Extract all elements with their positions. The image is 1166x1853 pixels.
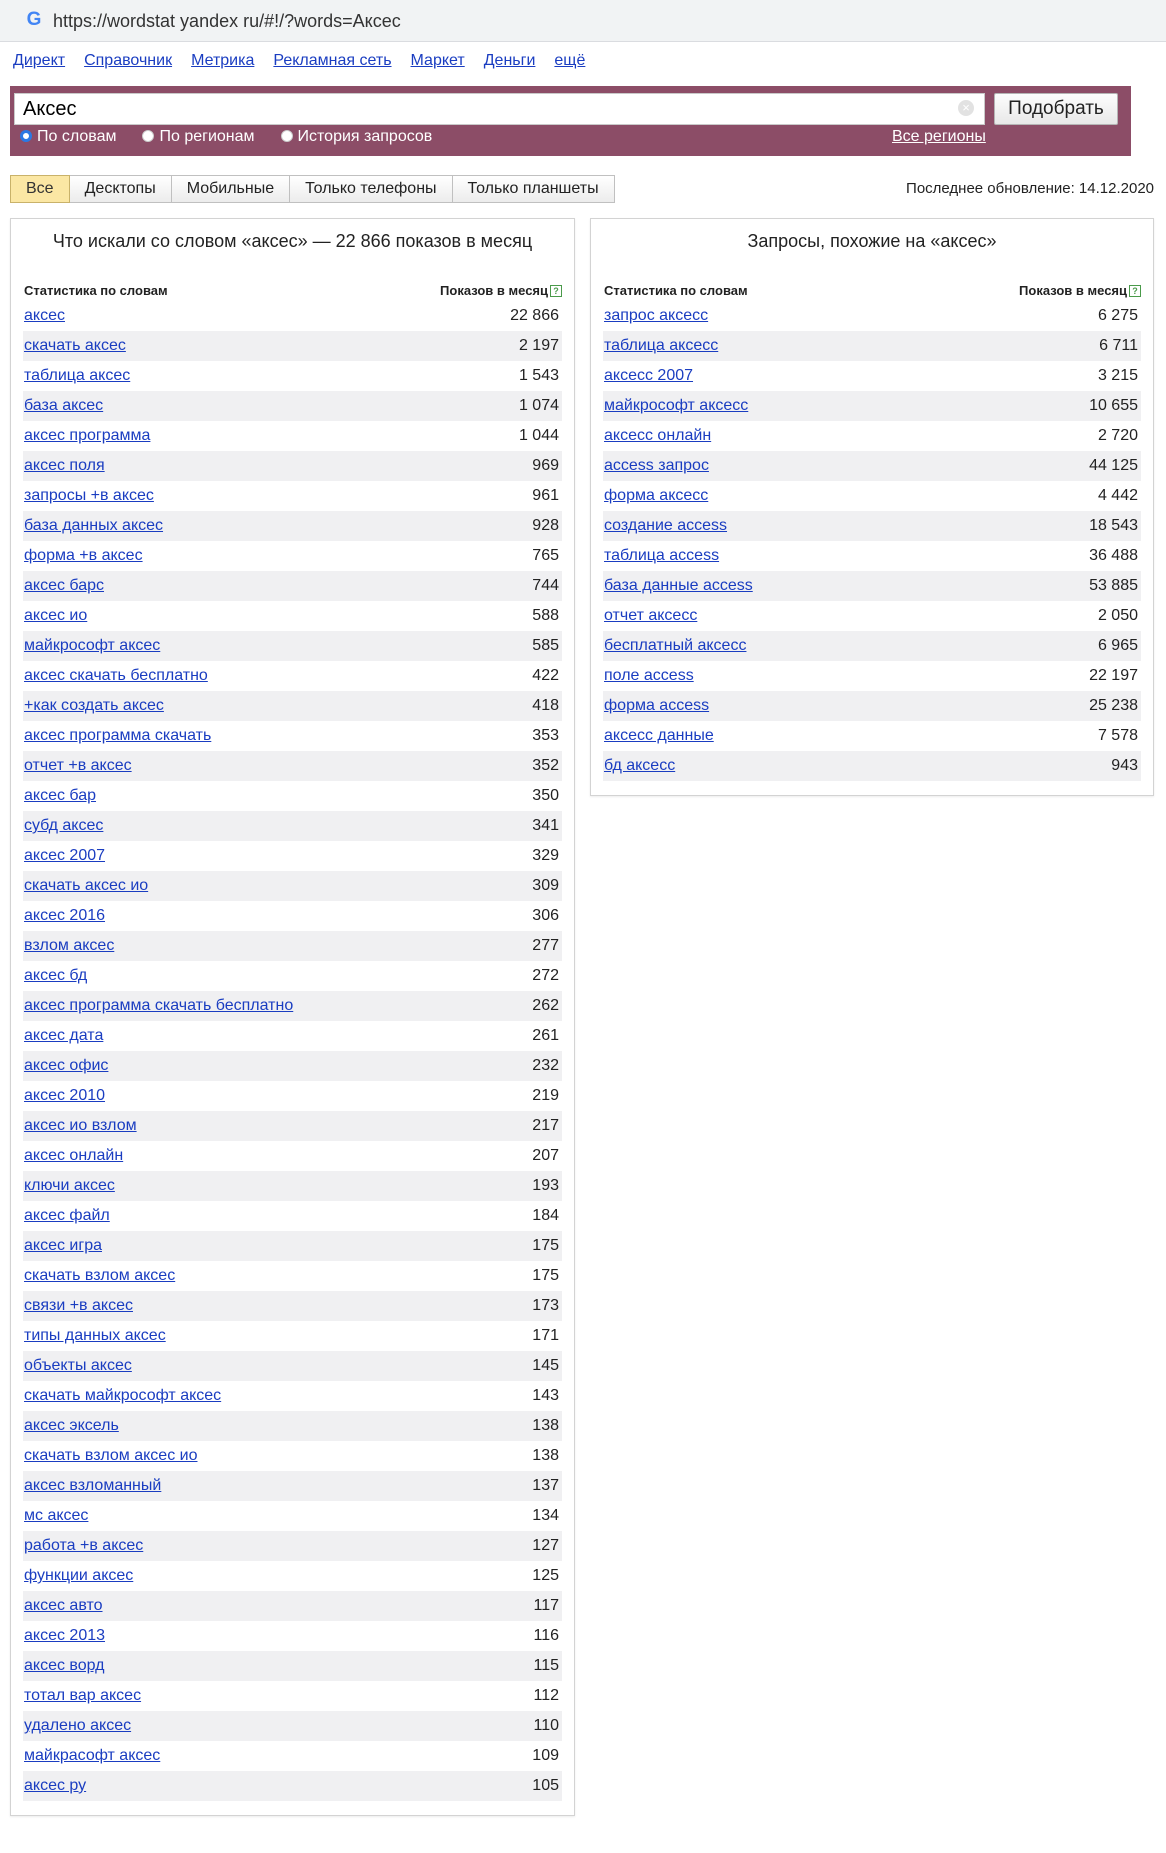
impressions-count: 36 488 — [1089, 547, 1138, 564]
table-row — [23, 1411, 562, 1441]
query-link[interactable]: аксес программа — [24, 427, 151, 444]
impressions-count: 232 — [532, 1057, 559, 1074]
table-row — [23, 601, 562, 631]
query-link[interactable]: запрос аксесс — [604, 307, 709, 324]
query-link[interactable]: скачать взлом аксес ио — [24, 1447, 198, 1464]
table-row — [23, 1471, 562, 1501]
table-row — [603, 301, 1141, 331]
impressions-count: 928 — [532, 517, 559, 534]
table-row — [23, 871, 562, 901]
table-row — [23, 781, 562, 811]
impressions-count: 969 — [532, 457, 559, 474]
query-link[interactable]: скачать взлом аксес — [24, 1267, 176, 1284]
table-row — [603, 511, 1141, 541]
query-link[interactable]: объекты аксес — [24, 1357, 132, 1374]
query-link[interactable]: отчет аксесс — [604, 607, 698, 624]
help-icon[interactable]: ? — [550, 285, 562, 297]
query-link[interactable]: аксесс онлайн — [604, 427, 712, 444]
col-count: Показов в месяц — [1019, 283, 1127, 298]
impressions-count: 7 578 — [1097, 727, 1138, 744]
device-tab[interactable]: Только телефоны — [290, 175, 452, 203]
query-link[interactable]: работа +в аксес — [24, 1537, 144, 1554]
search-mode-radio[interactable] — [20, 128, 116, 146]
impressions-count: 125 — [532, 1567, 559, 1584]
impressions-count: 175 — [532, 1267, 559, 1284]
query-link[interactable]: аксес скачать бесплатно — [24, 667, 208, 684]
query-link[interactable]: аксесс 2007 — [604, 367, 694, 384]
impressions-count: 261 — [532, 1027, 559, 1044]
query-link[interactable]: аксес игра — [24, 1237, 102, 1254]
impressions-count: 272 — [532, 967, 559, 984]
help-icon[interactable]: ? — [1129, 285, 1141, 297]
table-row — [23, 931, 562, 961]
impressions-count: 309 — [532, 877, 559, 894]
device-tab[interactable]: Все — [10, 175, 70, 203]
impressions-count: 184 — [532, 1207, 559, 1224]
query-link[interactable]: субд аксес — [24, 817, 104, 834]
impressions-count: 588 — [532, 607, 559, 624]
impressions-count: 127 — [532, 1537, 559, 1554]
query-link[interactable]: скачать майкрософт аксес — [24, 1387, 222, 1404]
table-row — [23, 1561, 562, 1591]
similar-table-header — [591, 281, 1153, 301]
impressions-count: 193 — [532, 1177, 559, 1194]
table-row — [23, 511, 562, 541]
table-row — [23, 1381, 562, 1411]
query-link[interactable]: запросы +в аксес — [24, 487, 154, 504]
table-row — [603, 391, 1141, 421]
query-link[interactable]: форма аксесс — [604, 487, 709, 504]
query-link[interactable]: аксес офис — [24, 1057, 109, 1074]
words-table — [23, 301, 562, 1801]
impressions-count: 10 655 — [1089, 397, 1138, 414]
impressions-count: 1 074 — [518, 397, 559, 414]
impressions-count: 25 238 — [1089, 697, 1138, 714]
query-link[interactable]: access запрос — [604, 457, 709, 474]
table-row — [23, 1741, 562, 1771]
words-panel-title: Что искали со словом «аксес» — 22 866 показов в месяц — [52, 231, 533, 251]
device-tab[interactable]: Мобильные — [172, 175, 290, 203]
all-regions-link[interactable]: Все регионы — [892, 128, 986, 145]
radio-label: По словам — [37, 128, 117, 145]
impressions-count: 350 — [532, 787, 559, 804]
table-row — [23, 391, 562, 421]
nav-link[interactable]: Деньги — [483, 52, 536, 69]
impressions-count: 6 965 — [1097, 637, 1138, 654]
query-link[interactable]: взлом аксес — [24, 937, 115, 954]
impressions-count: 765 — [532, 547, 559, 564]
query-link[interactable]: майкрасофт аксес — [24, 1747, 161, 1764]
table-row — [23, 901, 562, 931]
table-row — [23, 1231, 562, 1261]
search-panel — [0, 0, 1166, 170]
impressions-count: 329 — [532, 847, 559, 864]
impressions-count: 112 — [533, 1687, 559, 1704]
query-link[interactable]: аксес бар — [24, 787, 97, 804]
table-row — [23, 451, 562, 481]
query-link[interactable]: аксес программа скачать — [24, 727, 212, 744]
query-link[interactable]: аксес взломанный — [24, 1477, 162, 1494]
query-link[interactable]: майкрософт аксес — [24, 637, 161, 654]
table-row — [23, 721, 562, 751]
query-link[interactable]: аксес онлайн — [24, 1147, 124, 1164]
impressions-count: 943 — [1111, 757, 1138, 774]
table-row — [603, 481, 1141, 511]
impressions-count: 145 — [532, 1357, 559, 1374]
table-row — [23, 1201, 562, 1231]
query-link[interactable]: таблица access — [604, 547, 720, 564]
table-row — [23, 421, 562, 451]
table-row — [23, 301, 562, 331]
table-row — [23, 331, 562, 361]
impressions-count: 277 — [532, 937, 559, 954]
query-link[interactable]: аксес эксель — [24, 1417, 119, 1434]
query-link[interactable]: удалено аксес — [24, 1717, 132, 1734]
impressions-count: 418 — [532, 697, 559, 714]
clear-icon[interactable]: × — [958, 100, 974, 116]
query-link[interactable]: связи +в аксес — [24, 1297, 133, 1314]
table-row — [23, 1711, 562, 1741]
impressions-count: 115 — [533, 1657, 559, 1674]
impressions-count: 22 866 — [510, 307, 559, 324]
impressions-count: 117 — [533, 1597, 559, 1614]
impressions-count: 6 275 — [1097, 307, 1138, 324]
table-row — [603, 631, 1141, 661]
nav-link[interactable]: Маркет — [410, 52, 465, 69]
impressions-count: 44 125 — [1089, 457, 1138, 474]
impressions-count: 2 197 — [518, 337, 559, 354]
query-link[interactable]: форма +в аксес — [24, 547, 143, 564]
table-row — [23, 1111, 562, 1141]
table-row — [23, 571, 562, 601]
impressions-count: 18 543 — [1089, 517, 1138, 534]
table-row — [603, 751, 1141, 781]
query-link[interactable]: аксес 2010 — [24, 1087, 106, 1104]
table-row — [23, 1351, 562, 1381]
impressions-count: 422 — [532, 667, 559, 684]
table-row — [23, 1021, 562, 1051]
similar-panel-title: Запросы, похожие на «аксес» — [747, 231, 997, 251]
query-link[interactable]: база данных аксес — [24, 517, 164, 534]
impressions-count: 53 885 — [1089, 577, 1138, 594]
table-row — [23, 1531, 562, 1561]
table-row — [603, 601, 1141, 631]
radio-dot-icon[interactable] — [142, 130, 154, 142]
query-link[interactable]: аксес программа скачать бесплатно — [24, 997, 294, 1014]
impressions-count: 219 — [532, 1087, 559, 1104]
query-link[interactable]: майкрософт аксесс — [604, 397, 749, 414]
table-row — [23, 1141, 562, 1171]
table-row — [23, 1771, 562, 1801]
query-link[interactable]: скачать аксес — [24, 337, 126, 354]
query-link[interactable]: аксес бд — [24, 967, 88, 984]
table-row — [603, 361, 1141, 391]
nav-link[interactable]: Директ — [13, 52, 66, 69]
table-row — [23, 661, 562, 691]
query-link[interactable]: аксес файл — [24, 1207, 110, 1224]
table-row — [603, 691, 1141, 721]
last-updated: Последнее обновление: 14.12.2020 — [906, 180, 1154, 197]
table-row — [603, 541, 1141, 571]
table-row — [23, 541, 562, 571]
table-row — [23, 361, 562, 391]
impressions-count: 173 — [532, 1297, 559, 1314]
impressions-count: 171 — [532, 1327, 559, 1344]
similar-table — [603, 301, 1141, 781]
query-link[interactable]: бесплатный аксесс — [604, 637, 747, 654]
query-link[interactable]: аксес ио — [24, 607, 88, 624]
radio-label: История запросов — [297, 128, 433, 145]
table-row — [603, 721, 1141, 751]
google-icon: G — [26, 9, 42, 30]
query-link[interactable]: отчет +в аксес — [24, 757, 132, 774]
query-link[interactable]: аксес 2013 — [24, 1627, 106, 1644]
nav-link[interactable]: Рекламная сеть — [273, 52, 392, 69]
search-mode-radio[interactable] — [142, 128, 254, 146]
query-link[interactable]: база данные access — [604, 577, 753, 594]
table-row — [603, 331, 1141, 361]
table-row — [23, 691, 562, 721]
impressions-count: 134 — [532, 1507, 559, 1524]
query-link[interactable]: аксес 2016 — [24, 907, 106, 924]
table-row — [23, 1261, 562, 1291]
col-words: Статистика по словам — [24, 283, 168, 298]
table-row — [603, 571, 1141, 601]
table-row — [23, 1651, 562, 1681]
query-link[interactable]: аксес дата — [24, 1027, 104, 1044]
impressions-count: 105 — [532, 1777, 559, 1794]
query-link[interactable]: аксес поля — [24, 457, 105, 474]
query-link[interactable]: таблица аксес — [24, 367, 131, 384]
impressions-count: 3 215 — [1097, 367, 1138, 384]
impressions-count: 2 050 — [1097, 607, 1138, 624]
query-link[interactable]: аксес авто — [24, 1597, 103, 1614]
impressions-count: 137 — [532, 1477, 559, 1494]
impressions-count: 175 — [532, 1237, 559, 1254]
query-link[interactable]: аксес — [24, 307, 65, 324]
table-row — [23, 961, 562, 991]
query-link[interactable]: аксес ио взлом — [24, 1117, 137, 1134]
query-link[interactable]: аксесс данные — [604, 727, 714, 744]
impressions-count: 341 — [532, 817, 559, 834]
similar-panel — [590, 218, 1154, 796]
table-row — [23, 1321, 562, 1351]
query-link[interactable]: скачать аксес ио — [24, 877, 149, 894]
query-link[interactable]: аксес ворд — [24, 1657, 105, 1674]
impressions-count: 353 — [532, 727, 559, 744]
search-mode-radios — [20, 128, 458, 146]
impressions-count: 110 — [533, 1717, 559, 1734]
pick-button[interactable]: Подобрать — [994, 93, 1118, 125]
impressions-count: 138 — [532, 1417, 559, 1434]
query-link[interactable]: мс аксес — [24, 1507, 89, 1524]
impressions-count: 207 — [532, 1147, 559, 1164]
table-row — [23, 1681, 562, 1711]
impressions-count: 961 — [532, 487, 559, 504]
table-row — [23, 1441, 562, 1471]
query-link[interactable]: создание access — [604, 517, 728, 534]
impressions-count: 109 — [532, 1747, 559, 1764]
impressions-count: 262 — [532, 997, 559, 1014]
query-link[interactable]: тотал вар аксес — [24, 1687, 142, 1704]
table-row — [23, 1621, 562, 1651]
query-link[interactable]: +как создать аксес — [24, 697, 164, 714]
table-row — [23, 481, 562, 511]
query-link[interactable]: аксес ру — [24, 1777, 87, 1794]
impressions-count: 22 197 — [1089, 667, 1138, 684]
device-tab[interactable]: Только планшеты — [453, 175, 615, 203]
table-row — [23, 1291, 562, 1321]
radio-label: По регионам — [159, 128, 255, 145]
impressions-count: 4 442 — [1097, 487, 1138, 504]
table-row — [23, 1591, 562, 1621]
impressions-count: 1 543 — [518, 367, 559, 384]
radio-dot-icon[interactable] — [20, 130, 32, 142]
search-mode-radio[interactable] — [281, 128, 433, 146]
query-link[interactable]: типы данных аксес — [24, 1327, 166, 1344]
query-link[interactable]: аксес 2007 — [24, 847, 106, 864]
search-input[interactable] — [14, 93, 985, 125]
table-row — [23, 811, 562, 841]
query-link[interactable]: поле access — [604, 667, 694, 684]
impressions-count: 352 — [532, 757, 559, 774]
query-link[interactable]: форма access — [604, 697, 710, 714]
col-count: Показов в месяц — [440, 283, 548, 298]
impressions-count: 1 044 — [518, 427, 559, 444]
impressions-count: 306 — [532, 907, 559, 924]
table-row — [23, 1051, 562, 1081]
nav-link[interactable]: Метрика — [191, 52, 255, 69]
table-row — [603, 421, 1141, 451]
query-link[interactable]: ключи аксес — [24, 1177, 115, 1194]
nav-link[interactable]: ещё — [554, 52, 586, 69]
query-link[interactable]: база аксес — [24, 397, 104, 414]
impressions-count: 143 — [532, 1387, 559, 1404]
query-link[interactable]: функции аксес — [24, 1567, 134, 1584]
words-table-header — [11, 281, 574, 301]
table-row — [23, 1081, 562, 1111]
device-tab[interactable]: Десктопы — [70, 175, 172, 203]
query-link[interactable]: аксес барс — [24, 577, 105, 594]
col-words: Статистика по словам — [604, 283, 748, 298]
nav-link[interactable]: Справочник — [84, 52, 173, 69]
table-row — [23, 841, 562, 871]
impressions-count: 217 — [532, 1117, 559, 1134]
impressions-count: 6 711 — [1099, 337, 1138, 354]
query-link[interactable]: бд аксесс — [604, 757, 676, 774]
table-row — [23, 1171, 562, 1201]
url-text[interactable]: https://wordstat yandex ru/#!/?words=Аксес — [53, 11, 401, 31]
table-row — [603, 451, 1141, 481]
table-row — [23, 631, 562, 661]
impressions-count: 744 — [532, 577, 559, 594]
words-panel — [10, 218, 575, 1816]
device-tabs — [10, 175, 615, 203]
impressions-count: 2 720 — [1097, 427, 1138, 444]
table-row — [23, 991, 562, 1021]
radio-dot-icon[interactable] — [281, 130, 293, 142]
table-row — [603, 661, 1141, 691]
table-row — [23, 751, 562, 781]
impressions-count: 138 — [532, 1447, 559, 1464]
table-row — [23, 1501, 562, 1531]
impressions-count: 116 — [533, 1627, 559, 1644]
query-link[interactable]: таблица аксесс — [604, 337, 719, 354]
impressions-count: 585 — [532, 637, 559, 654]
